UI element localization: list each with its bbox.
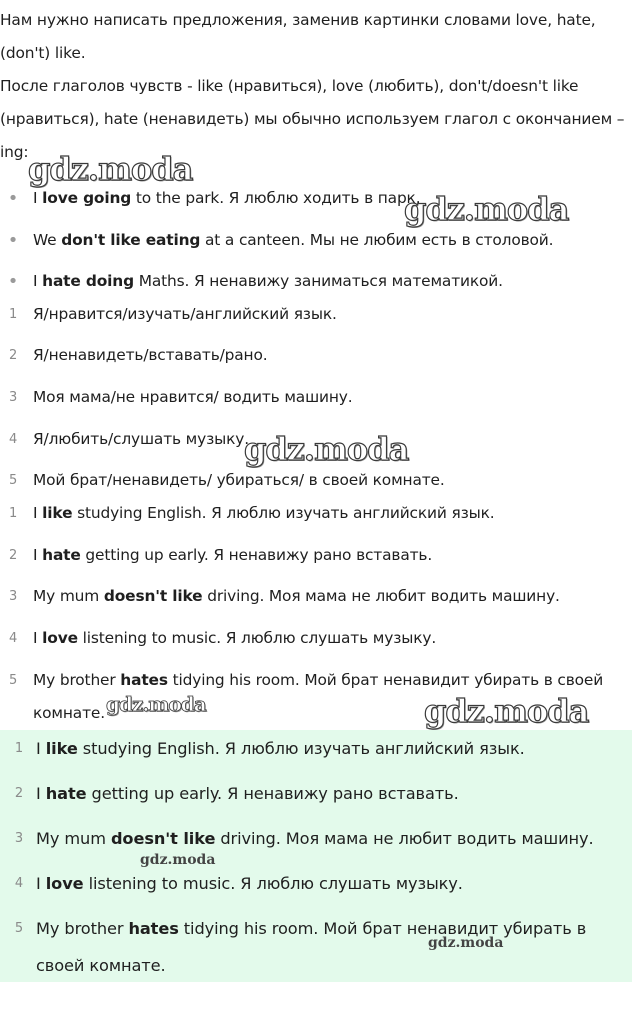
- answer-post: studying English. Я люблю изучать английский язык.: [72, 504, 495, 522]
- list-number: 4: [8, 631, 18, 646]
- example-item: [0, 265, 628, 298]
- example-post: Maths. Я ненавижу заниматься математикой.: [133, 272, 503, 290]
- prompt-text: Я/ненавидеть/вставать/рано.: [33, 346, 268, 364]
- answer-pre: My brother: [33, 671, 121, 689]
- answer-bold: doesn't like: [103, 587, 203, 605]
- example-post: to the park. Я люблю ходить в парк.: [131, 189, 421, 207]
- intro: [0, 4, 628, 169]
- list-number: 1: [14, 741, 24, 756]
- example-pre: I: [33, 189, 43, 207]
- answer-item: [0, 622, 628, 655]
- answer-bold: like: [42, 504, 73, 522]
- watermark-logo: gdz.moda: [428, 935, 504, 951]
- answer-bold: love: [42, 629, 78, 647]
- example-post: at a canteen. Мы не любим есть в столовой.: [200, 231, 554, 249]
- answer-pre: My mum: [33, 587, 104, 605]
- answer-bold: hates: [120, 671, 168, 689]
- answer-post: listening to music. Я люблю слушать музыку.: [77, 629, 437, 647]
- answer-bold: love: [45, 874, 84, 893]
- list-number: 4: [14, 876, 24, 891]
- prompt-text: Мой брат/ненавидеть/ убираться/ в своей комнате.: [33, 471, 445, 489]
- answer-item: [0, 539, 628, 572]
- answer-post: tidying his room. Мой брат ненавидит убирать в своей комнате.: [33, 671, 604, 722]
- answer-bold: hate: [42, 546, 81, 564]
- answer-item: [0, 497, 628, 530]
- prompt-text: Я/любить/слушать музыку.: [33, 430, 249, 448]
- bullet-icon: •: [7, 230, 19, 251]
- answer-item: [0, 775, 628, 812]
- answer-post: studying English. Я люблю изучать английский язык.: [77, 739, 525, 758]
- list-number: 3: [14, 831, 24, 846]
- list-number: 3: [8, 589, 18, 604]
- watermark-logo: gdz.moda: [28, 150, 193, 188]
- prompt-item: [0, 464, 628, 497]
- list-number: 1: [8, 506, 18, 521]
- watermark-logo: gdz.moda: [244, 430, 409, 468]
- answer-item: [0, 664, 610, 730]
- answer-item: [0, 865, 628, 902]
- answer-bold: doesn't like: [110, 829, 216, 848]
- answer-pre: My mum: [36, 829, 111, 848]
- watermark-logo: gdz.moda: [404, 190, 569, 228]
- example-pre: We: [33, 231, 62, 249]
- answer-post: driving. Моя мама не любит водить машину.: [202, 587, 560, 605]
- prompt-item: [0, 298, 628, 331]
- list-number: 2: [8, 548, 18, 563]
- prompt-text: Я/нравится/изучать/английский язык.: [33, 305, 337, 323]
- answer-item: [0, 730, 628, 767]
- answer-post: getting up early. Я ненавижу рано вставать.: [86, 784, 459, 803]
- intro-line-2: После глаголов чувств - like (нравиться), love (любить), don't/doesn't like (нравиться), hate (ненавидеть) мы обычно используем глагол с окончанием –ing:: [0, 77, 625, 161]
- answer-item: [0, 910, 600, 984]
- list-number: 2: [8, 348, 18, 363]
- answer-post: getting up early. Я ненавижу рано вставать.: [80, 546, 433, 564]
- example-bold: don't like eating: [61, 231, 201, 249]
- example-item: [0, 182, 628, 215]
- answer-pre: I: [33, 546, 43, 564]
- answer-bold: like: [45, 739, 78, 758]
- answer-post: tidying his room. Мой брат ненавидит убирать в своей комнате.: [36, 919, 587, 975]
- watermark-logo: gdz.moda: [424, 692, 589, 730]
- list-number: 5: [8, 673, 18, 688]
- answer-bold: hates: [128, 919, 179, 938]
- answer-pre: I: [33, 504, 43, 522]
- prompt-item: [0, 339, 628, 372]
- answer-post: listening to music. Я люблю слушать музыку.: [83, 874, 463, 893]
- answer-post: driving. Моя мама не любит водить машину.: [215, 829, 594, 848]
- example-bold: love going: [42, 189, 132, 207]
- prompt-text: Моя мама/не нравится/ водить машину.: [33, 388, 353, 406]
- list-number: 2: [14, 786, 24, 801]
- answer-pre: I: [33, 629, 43, 647]
- list-number: 3: [8, 390, 18, 405]
- list-number: 5: [14, 921, 24, 936]
- list-number: 1: [8, 307, 18, 322]
- prompt-item: [0, 423, 628, 456]
- bullet-icon: •: [7, 271, 19, 292]
- watermark-logo: gdz.moda: [140, 852, 216, 868]
- answer-pre: I: [36, 739, 46, 758]
- list-number: 5: [8, 473, 18, 488]
- prompt-item: [0, 381, 628, 414]
- answer-bold: hate: [45, 784, 87, 803]
- answer-pre: I: [36, 784, 46, 803]
- watermark-logo: gdz.moda: [106, 692, 206, 716]
- example-bold: hate doing: [42, 272, 134, 290]
- answer-item: [0, 580, 628, 613]
- answer-item: [0, 820, 628, 857]
- example-item: [0, 224, 628, 257]
- intro-line-1: Нам нужно написать предложения, заменив картинки словами love, hate, (don't) like.: [0, 11, 596, 62]
- list-number: 4: [8, 432, 18, 447]
- answer-pre: I: [36, 874, 46, 893]
- answer-pre: My brother: [36, 919, 129, 938]
- example-pre: I: [33, 272, 43, 290]
- bullet-icon: •: [7, 188, 19, 209]
